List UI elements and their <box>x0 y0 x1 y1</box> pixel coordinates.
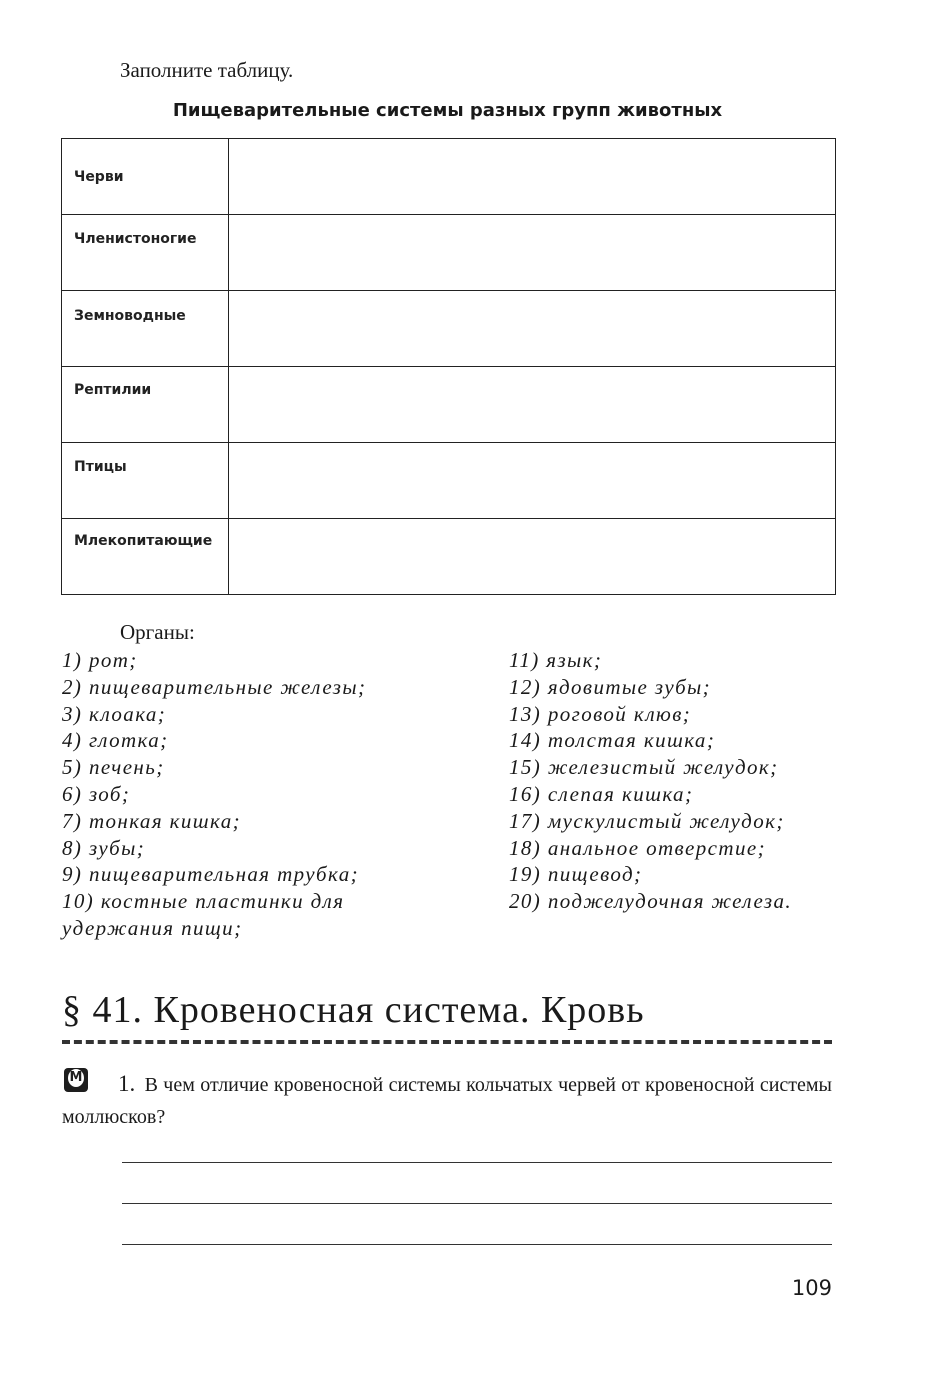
marker-letter: М <box>69 1070 83 1085</box>
list-item: 18) анальное отверстие; <box>509 835 766 860</box>
answer-cell[interactable] <box>229 443 836 519</box>
list-item: 10) костные пластинки для удержания пищи; <box>62 889 345 940</box>
table-row <box>62 443 836 519</box>
answer-line[interactable] <box>122 1244 832 1245</box>
answer-cell[interactable] <box>229 139 836 215</box>
list-item: 15) железистый желудок; <box>509 755 779 780</box>
answer-cell[interactable] <box>229 367 836 443</box>
list-item: 6) зоб; <box>62 781 131 806</box>
section-title: § 41. Кровеносная система. Кровь <box>62 989 645 1031</box>
list-item: 14) толстая кишка; <box>509 728 716 753</box>
table-row <box>62 215 836 291</box>
table-row <box>62 139 836 215</box>
list-item: 2) пищеварительные железы; <box>62 674 367 699</box>
row-label-mammals: Млекопитающие <box>62 519 229 595</box>
list-item: 1) рот; <box>62 648 138 672</box>
list-item: 3) клоака; <box>62 701 167 726</box>
organs-list-left <box>62 647 462 942</box>
answer-cell[interactable] <box>229 215 836 291</box>
row-label-arthropods: Членистоногие <box>62 215 229 291</box>
question-number: 1. <box>118 1071 136 1096</box>
list-item: 8) зубы; <box>62 835 146 860</box>
table-title: Пищеварительные системы разных групп животных <box>172 100 723 121</box>
list-item: 9) пищеварительная трубка; <box>62 862 359 887</box>
row-label-worms: Черви <box>62 139 229 215</box>
row-label-reptiles: Рептилии <box>62 367 229 443</box>
list-item: 20) поджелудочная железа. <box>509 889 793 914</box>
table-row <box>62 291 836 367</box>
list-item: 19) пищевод; <box>509 862 643 887</box>
instruction: Заполните таблицу. <box>120 58 294 82</box>
answer-line[interactable] <box>122 1162 832 1163</box>
row-label-birds: Птицы <box>62 443 229 519</box>
list-item: 16) слепая кишка; <box>509 781 694 806</box>
organs-list-right <box>509 647 839 915</box>
question <box>62 1068 832 1133</box>
question-text: В чем отличие кровеносной системы кольчатых червей от кровеносной системы моллюсков? <box>62 1074 832 1128</box>
answer-cell[interactable] <box>229 519 836 595</box>
page-number: 109 <box>791 1276 832 1300</box>
list-item: 11) язык; <box>509 648 603 672</box>
answer-line[interactable] <box>122 1203 832 1204</box>
dashed-divider <box>62 1040 832 1044</box>
table-row <box>62 519 836 595</box>
list-item: 12) ядовитые зубы; <box>509 674 712 699</box>
list-item: 13) роговой клюв; <box>509 701 692 726</box>
list-item: 7) тонкая кишка; <box>62 808 242 833</box>
animal-groups-table <box>61 138 836 595</box>
organs-heading: Органы: <box>120 620 195 644</box>
row-label-amphibians: Земноводные <box>62 291 229 367</box>
list-item: 5) печень; <box>62 755 165 780</box>
list-item: 17) мускулистый желудок; <box>509 808 785 833</box>
list-item: 4) глотка; <box>62 728 169 753</box>
answer-cell[interactable] <box>229 291 836 367</box>
table-row <box>62 367 836 443</box>
